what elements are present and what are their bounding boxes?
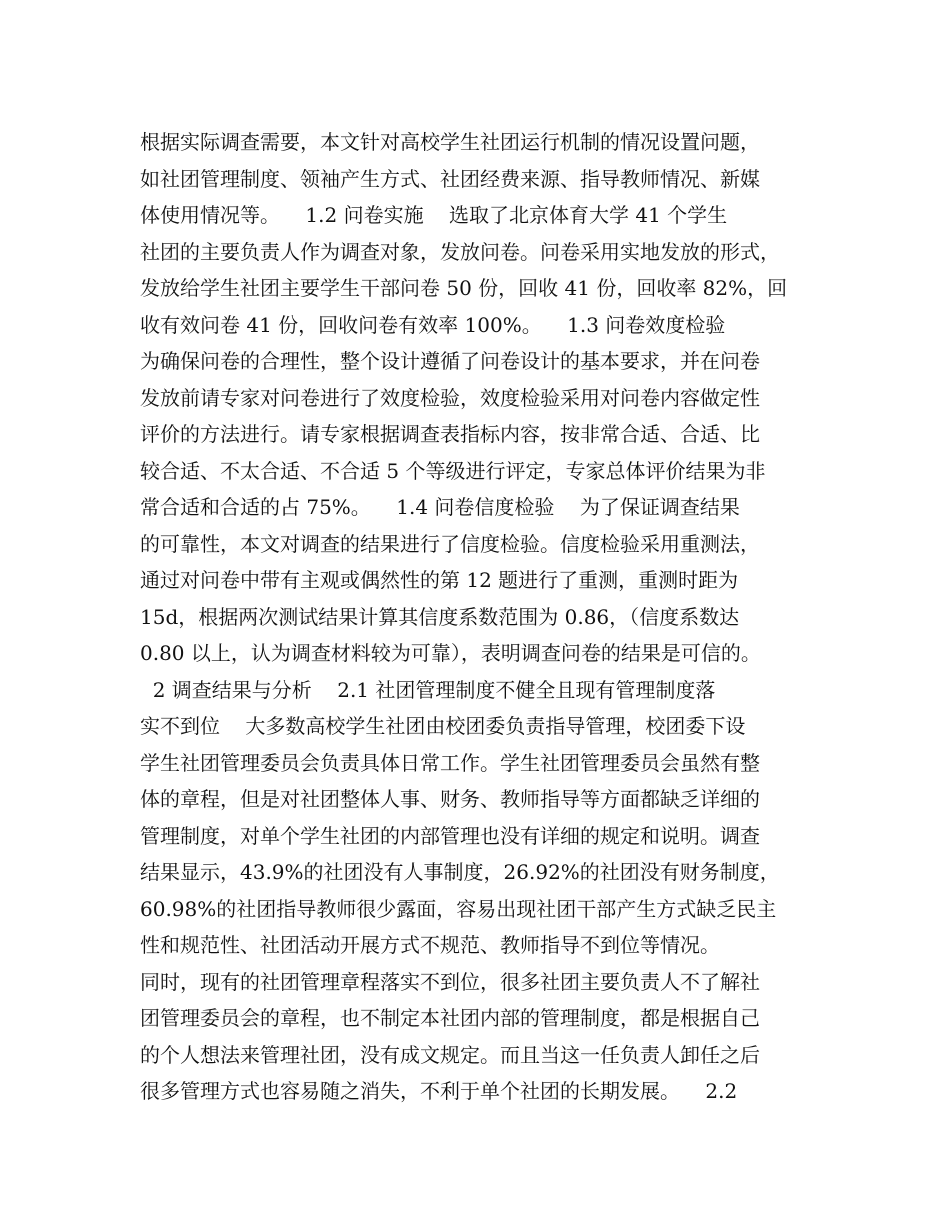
text-line: 0.80 以上，认为调查材料较为可靠），表明调查问卷的结果是可信的。 — [140, 641, 761, 665]
text-line: 体的章程，但是对社团整体人事、财务、教师指导等方面都缺乏详细的 — [140, 787, 760, 811]
text-line: 通过对问卷中带有主观或偶然性的第 12 题进行了重测，重测时距为 — [140, 568, 739, 592]
text-line: 结果显示，43.9%的社团没有人事制度，26.92%的社团没有财务制度， — [140, 860, 780, 884]
text-line: 性和规范性、社团活动开展方式不规范、教师指导不到位等情况。 — [140, 933, 720, 957]
text-line: 15d，根据两次测试结果计算其信度系数范围为 0.86，（信度系数达 — [140, 604, 740, 629]
text-line: 管理制度，对单个学生社团的内部管理也没有详细的规定和说明。调查 — [140, 823, 760, 848]
text-line: 收有效问卷 41 份，回收问卷有效率 100%。 1.3 问卷效度检验 — [140, 312, 726, 337]
text-line: 社团的主要负责人作为调查对象，发放问卷。问卷采用实地发放的形式， — [140, 239, 780, 264]
text-line: 60.98%的社团指导教师很少露面，容易出现社团干部产生方式缺乏民主 — [140, 896, 777, 921]
text-line: 学生社团管理委员会负责具体日常工作。学生社团管理委员会虽然有整 — [140, 750, 760, 775]
text-line: 常合适和合适的占 75%。 1.4 问卷信度检验 为了保证调查结果 — [140, 495, 740, 519]
text-line: 的个人想法来管理社团，没有成文规定。而且当这一任负责人卸任之后 — [140, 1042, 760, 1067]
text-line: 发放前请专家对问卷进行了效度检验，效度检验采用对问卷内容做定性 — [140, 385, 760, 410]
text-line: 发放给学生社团主要学生干部问卷 50 份，回收 41 份，回收率 82%，回 — [140, 276, 788, 300]
text-line: 2 调查结果与分析 2.1 社团管理制度不健全且现有管理制度落 — [140, 677, 716, 702]
text-line: 的可靠性，本文对调查的结果进行了信度检验。信度检验采用重测法， — [140, 531, 760, 556]
text-line: 为确保问卷的合理性，整个设计遵循了问卷设计的基本要求，并在问卷 — [140, 349, 760, 373]
text-line: 实不到位 大多数高校学生社团由校团委负责指导管理，校团委下设 — [140, 714, 746, 738]
text-line: 体使用情况等。 1.2 问卷实施 选取了北京体育大学 41 个学生 — [140, 203, 728, 227]
text-line: 很多管理方式也容易随之消失，不利于单个社团的长期发展。 2.2 — [140, 1079, 738, 1103]
text-line: 评价的方法进行。请专家根据调查表指标内容，按非常合适、合适、比 — [140, 422, 760, 446]
text-line: 同时，现有的社团管理章程落实不到位，很多社团主要负责人不了解社 — [140, 969, 760, 994]
text-line: 根据实际调查需要，本文针对高校学生社团运行机制的情况设置问题， — [140, 130, 760, 154]
text-line: 如社团管理制度、领袖产生方式、社团经费来源、指导教师情况、新媒 — [140, 166, 760, 191]
body-text — [140, 124, 820, 1110]
text-line: 较合适、不太合适、不合适 5 个等级进行评定，专家总体评价结果为非 — [140, 458, 766, 483]
text-line: 团管理委员会的章程，也不制定本社团内部的管理制度，都是根据自己 — [140, 1006, 760, 1030]
